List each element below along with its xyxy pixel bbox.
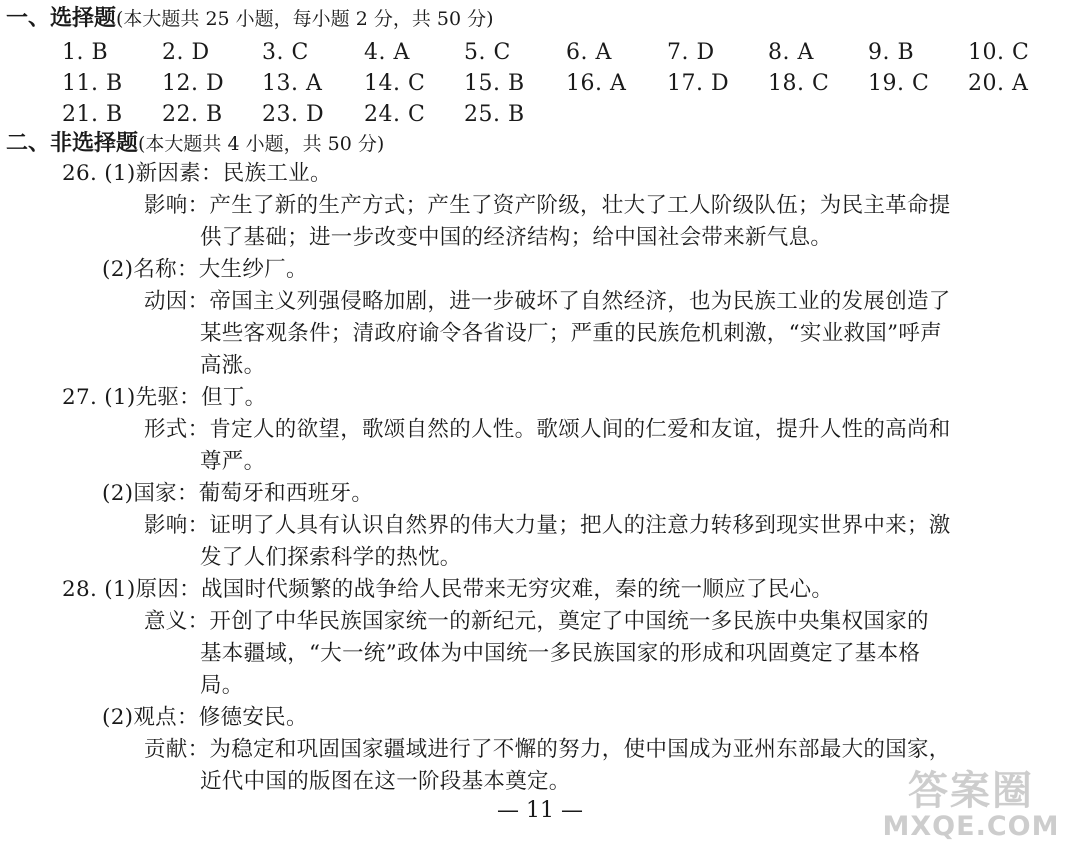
answer-item: 3. C [262, 40, 309, 65]
answer-item: 10. C [968, 40, 1030, 65]
answer-row [62, 99, 1062, 130]
section-2-heading [6, 128, 384, 159]
answer-line: 27. (1)先驱：但丁。 [62, 385, 267, 410]
answer-line: (2)名称：大生纱厂。 [102, 257, 308, 282]
answer-line: 意义：开创了中华民族国家统一的新纪元，奠定了中国统一多民族中央集权国家的 [144, 609, 929, 634]
answer-line: 高涨。 [200, 353, 266, 378]
answer-item: 14. C [364, 71, 426, 96]
answer-line: 尊严。 [200, 449, 266, 474]
section-1-note: (本大题共 25 小题，每小题 2 分，共 50 分) [116, 8, 494, 30]
answer-row [62, 37, 1062, 68]
answer-line: 发了人们探索科学的热忱。 [200, 545, 462, 570]
answer-item: 13. A [262, 71, 323, 96]
answer-item: 2. D [162, 40, 210, 65]
answer-item: 4. A [364, 40, 410, 65]
answer-line: (2)观点：修德安民。 [102, 705, 308, 730]
answer-item: 1. B [62, 40, 109, 65]
section-2-title: 二、非选择题 [6, 130, 139, 156]
answer-line: 基本疆域，“大一统”政体为中国统一多民族国家的形成和巩固奠定了基本格 [200, 641, 921, 666]
answer-line: 某些客观条件；清政府谕令各省设厂；严重的民族危机刺激，“实业救国”呼声 [200, 321, 942, 346]
answer-item: 8. A [768, 40, 814, 65]
watermark-domain: MXQE.COM [882, 811, 1060, 842]
answer-item: 25. B [464, 102, 525, 127]
answer-item: 19. C [868, 71, 930, 96]
section-1-heading [6, 3, 494, 34]
answer-item: 11. B [62, 71, 123, 96]
answer-item: 16. A [566, 71, 627, 96]
answer-line: (2)国家：葡萄牙和西班牙。 [102, 481, 374, 506]
answer-line: 形式：肯定人的欲望，歌颂自然的人性。歌颂人间的仁爱和友谊，提升人性的高尚和 [144, 417, 951, 442]
answer-item: 6. A [566, 40, 612, 65]
watermark-logo-text: 答案圈 [908, 768, 1034, 814]
answer-line: 28. (1)原因：战国时代频繁的战争给人民带来无穷灾难，秦的统一顺应了民心。 [62, 577, 834, 602]
answer-item: 18. C [768, 71, 830, 96]
answer-line: 供了基础；进一步改变中国的经济结构；给中国社会带来新气息。 [200, 225, 833, 250]
answer-item: 20. A [968, 71, 1029, 96]
answer-line: 26. (1)新因素：民族工业。 [62, 161, 332, 186]
answer-item: 15. B [464, 71, 525, 96]
answer-item: 5. C [464, 40, 511, 65]
section-1-title: 一、选择题 [6, 5, 117, 31]
site-watermark [876, 770, 1066, 844]
answer-row [62, 68, 1062, 99]
multiple-choice-answers [62, 37, 1062, 130]
answer-line: 近代中国的版图在这一阶段基本奠定。 [200, 769, 571, 794]
answer-line: 动因：帝国主义列强侵略加剧，进一步破坏了自然经济，也为民族工业的发展创造了 [144, 289, 951, 314]
page-number: — 11 — [497, 798, 583, 823]
answer-item: 24. C [364, 102, 426, 127]
answer-item: 17. D [667, 71, 730, 96]
answer-line: 贡献：为稳定和巩固国家疆域进行了不懈的努力，使中国成为亚州东部最大的国家， [144, 737, 951, 762]
answer-line: 局。 [200, 673, 244, 698]
answer-item: 7. D [667, 40, 715, 65]
answer-item: 12. D [162, 71, 225, 96]
answer-line: 影响：产生了新的生产方式；产生了资产阶级，壮大了工人阶级队伍；为民主革命提 [144, 193, 951, 218]
answer-item: 23. D [262, 102, 325, 127]
section-2-note: (本大题共 4 小题，共 50 分) [138, 133, 385, 155]
answer-item: 9. B [868, 40, 915, 65]
answer-item: 22. B [162, 102, 223, 127]
answer-line: 影响：证明了人具有认识自然界的伟大力量；把人的注意力转移到现实世界中来；激 [144, 513, 951, 538]
answer-item: 21. B [62, 102, 123, 127]
